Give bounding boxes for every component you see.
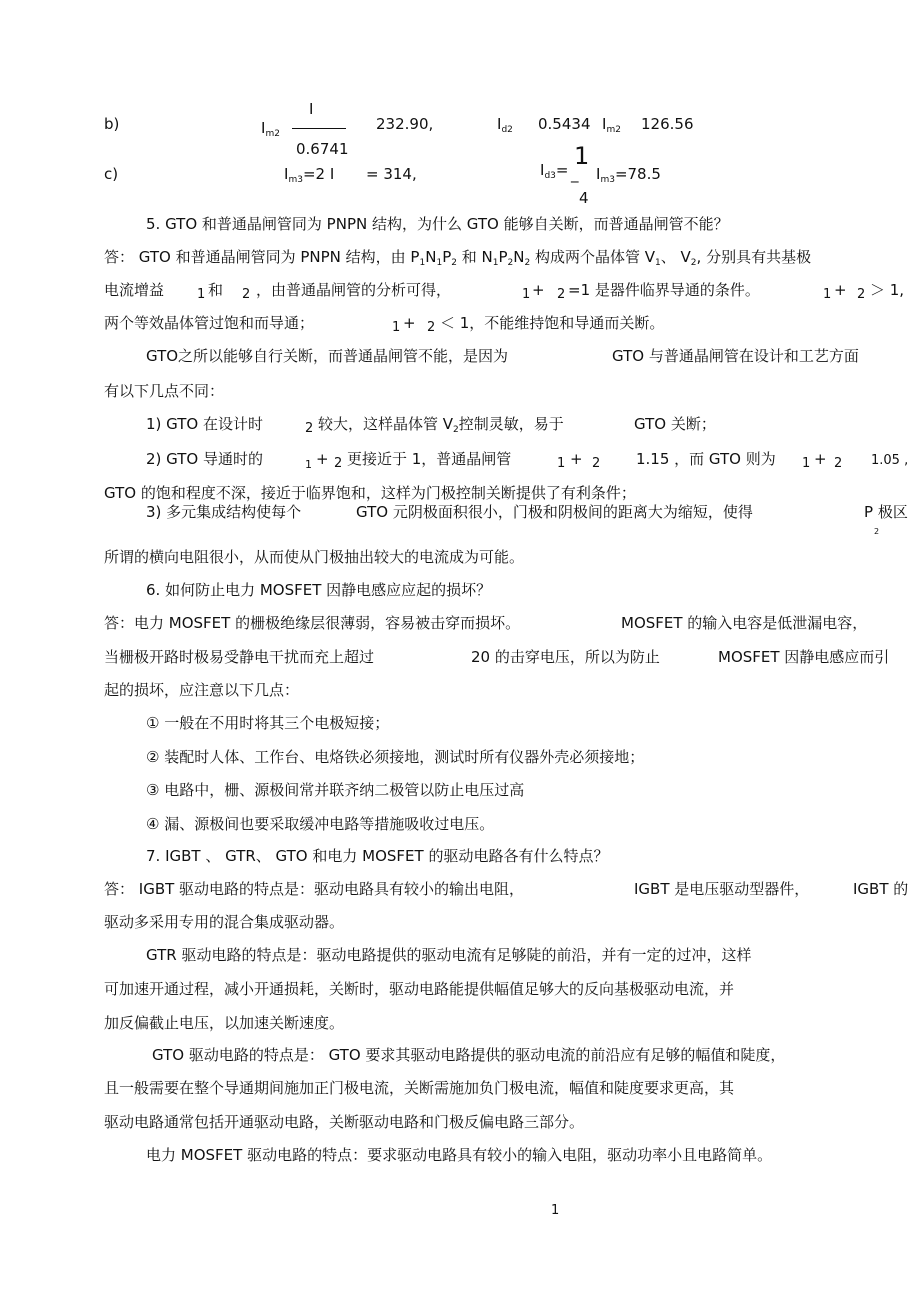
- q6-answer-line2b: 20 的击穿电压，所以为防止: [471, 648, 660, 666]
- q5-item1-text4: GTO 关断；: [634, 415, 716, 433]
- eq-c-id3: $I_{d3}=$: [540, 161, 569, 181]
- eq-b-im2-second: $I_{m2}$: [602, 115, 621, 135]
- q5-item2-plus1: +: [316, 450, 329, 468]
- q5-line2-alpha2-sub: 2: [242, 287, 251, 302]
- q5-answer-line1: 答： GTO 和普通晶闸管同为 PNPN 结构，由 $P_1N_1P_2$ 和 $N_1P_2N_2$ 构成两个晶体管 $V_1$、 $V_2$, 分别具有共基极: [104, 248, 812, 268]
- q7-gtr-line2: 可加速开通过程，减小开通损耗，关断时，驱动电路能提供幅值足够大的反向基极驱动电流，并: [104, 980, 735, 998]
- eq-c-denominator: 4: [579, 189, 589, 207]
- q6-list-item: ② 装配时人体、工作台、电烙铁必须接地，测试时所有仪器外壳必须接地；: [146, 748, 645, 766]
- q5-item3-text3: P 极区: [864, 503, 908, 521]
- q5-heading: 5. GTO 和普通晶闸管同为 PNPN 结构，为什么 GTO 能够自关断，而普通晶闸管不能？: [146, 215, 729, 233]
- eq-b-value2: 126.56: [641, 115, 694, 133]
- eq-c-underscore: _: [571, 165, 579, 183]
- q5-item3-text2: GTO 元阴极面积很小，门极和阴极间的距离大为缩短，使得: [356, 503, 753, 521]
- q5-para2-line2: 有以下几点不同：: [104, 382, 225, 400]
- eq-b-denominator: 0.6741: [296, 140, 349, 158]
- q5-line2-plus2: +: [834, 281, 847, 299]
- eq-c-label: c): [104, 165, 119, 183]
- q7-igbt-line1a: 答： IGBT 驱动电路的特点是：驱动电路具有较小的输出电阻，: [104, 880, 525, 898]
- q5-para2-line1a: GTO之所以能够自行关断，而普通晶闸管不能，是因为: [146, 347, 509, 365]
- q5-item2-sub6: 2: [834, 456, 843, 471]
- q5-item2-sub2: 2: [334, 456, 343, 471]
- q5-line2-text7: ＞ 1,: [870, 281, 905, 299]
- eq-c-numerator: 1: [574, 142, 590, 170]
- q5-item2-sub1: 1: [305, 458, 312, 471]
- q7-gtr-line1: GTR 驱动电路的特点是：驱动电路提供的驱动电流有足够陡的前沿，并有一定的过冲，这样: [146, 946, 752, 964]
- q5-line3-plus: +: [403, 314, 416, 332]
- q5-line2-text2: 和: [208, 281, 224, 299]
- q6-list-item: ③ 电路中，栅、源极间常并联齐纳二极管以防止电压过高: [146, 781, 525, 799]
- q5-item2-sub4: 2: [592, 456, 601, 471]
- q7-mosfet-line1: 电力 MOSFET 驱动电路的特点：要求驱动电路具有较小的输入电阻，驱动功率小且电路简单。: [146, 1146, 773, 1164]
- q6-list-item: ① 一般在不用时将其三个电极短接；: [146, 714, 390, 732]
- eq-b-im2: $I_{m2}$: [261, 119, 280, 139]
- eq-b-fraction-bar: [292, 128, 346, 129]
- eq-c-im3: $I_{m3}=2$ I: [284, 165, 335, 185]
- q6-answer-line2a: 当栅极开路时极易受静电干扰而充上超过: [104, 648, 375, 666]
- eq-c-im3-second: $I_{m3}=78.5$: [596, 165, 661, 185]
- q6-answer-line1b: MOSFET 的输入电容是低泄漏电容，: [621, 614, 868, 632]
- q5-line3-sub1: 1: [392, 320, 401, 335]
- q5-line2-alpha1-sub: 1: [197, 287, 206, 302]
- q7-gtr-line3: 加反偏截止电压，以加速关断速度。: [104, 1014, 345, 1032]
- eq-b-numerator: I: [309, 100, 314, 118]
- q5-line2-text3: ，由普通晶闸管的分析可得，: [256, 281, 452, 299]
- q5-item1-sub1: 2: [305, 421, 314, 436]
- q5-item2-plus3: +: [814, 450, 827, 468]
- eq-b-id2: $I_{d2}$: [497, 115, 513, 135]
- q5-line2-sub6: 2: [857, 287, 866, 302]
- q5-item2-text5: 1.15 ，而 GTO 则为: [636, 450, 776, 468]
- q5-item2-text7: 1.05 ,: [871, 453, 909, 468]
- q6-answer-line1a: 答：电力 MOSFET 的栅极绝缘层很薄弱，容易被击穿而损坏。: [104, 614, 521, 632]
- q7-igbt-line2: 驱动多采用专用的混合集成驱动器。: [104, 913, 345, 931]
- q5-item2-text3: 更接近于 1，普通晶闸管: [347, 450, 512, 468]
- eq-c-value1: = 314,: [366, 165, 417, 183]
- q6-answer-line3: 起的损坏，应注意以下几点：: [104, 681, 300, 699]
- q5-item2-text1: 2) GTO 导通时的: [146, 450, 263, 468]
- q6-list-item: ④ 漏、源极间也要采取缓冲电路等措施吸收过电压。: [146, 815, 495, 833]
- q7-igbt-line1b: IGBT 是电压驱动型器件，: [634, 880, 810, 898]
- q7-gto-line3: 驱动电路通常包括开通驱动电路，关断驱动电路和门极反偏电路三部分。: [104, 1113, 585, 1131]
- eq-b-label: b): [104, 115, 120, 133]
- q7-heading: 7. IGBT 、 GTR、 GTO 和电力 MOSFET 的驱动电路各有什么特点？: [146, 847, 609, 865]
- q5-item3-line2: 所谓的横向电阻很小，从而使从门极抽出较大的电流成为可能。: [104, 548, 525, 566]
- q5-line2-sub5: 1: [823, 287, 832, 302]
- q5-line3-sub2: 2: [427, 320, 436, 335]
- q5-item2-sub5: 1: [802, 456, 811, 471]
- q5-line2-sub3: 1: [522, 287, 531, 302]
- eq-b-value1: 232.90,: [376, 115, 434, 133]
- q5-item2-line2: GTO 的饱和程度不深，接近于临界饱和，这样为门极控制关断提供了有利条件；: [104, 484, 636, 502]
- q6-answer-line2c: MOSFET 因静电感应而引: [718, 648, 890, 666]
- q5-line3-text3: ＜ 1，不能维持饱和导通而关断。: [440, 314, 665, 332]
- eq-b-coefficient: 0.5434: [538, 115, 591, 133]
- q5-para2-line1b: GTO 与普通晶闸管在设计和工艺方面: [612, 347, 859, 365]
- q5-item1-text1: 1) GTO 在设计时: [146, 415, 263, 433]
- q6-heading: 6. 如何防止电力 MOSFET 因静电感应应起的损坏？: [146, 581, 492, 599]
- q5-item3-text1: 3) 多元集成结构使每个: [146, 503, 302, 521]
- page-number: 1: [551, 1203, 560, 1218]
- q7-igbt-line1c: IGBT 的: [853, 880, 909, 898]
- q5-line2-text1: 电流增益: [104, 281, 165, 299]
- q5-item3-sub: 2: [874, 527, 880, 536]
- q5-line2-text5: =1 是器件临界导通的条件。: [568, 281, 760, 299]
- q7-gto-line2: 且一般需要在整个导通期间施加正门极电流，关断需施加负门极电流，幅值和陡度要求更高，其: [104, 1079, 735, 1097]
- q5-item2-plus2: +: [570, 450, 583, 468]
- q5-item2-sub3: 1: [557, 456, 566, 471]
- q5-line3-text1: 两个等效晶体管过饱和而导通；: [104, 314, 315, 332]
- q5-item1-text2: 较大，这样晶体管 $V_2$控制灵敏，易于: [318, 415, 564, 435]
- q5-line2-plus1: +: [532, 281, 545, 299]
- q7-gto-line1: GTO 驱动电路的特点是： GTO 要求其驱动电路提供的驱动电流的前沿应有足够的幅值和陡度，: [152, 1046, 786, 1064]
- q5-line2-sub4: 2: [557, 287, 566, 302]
